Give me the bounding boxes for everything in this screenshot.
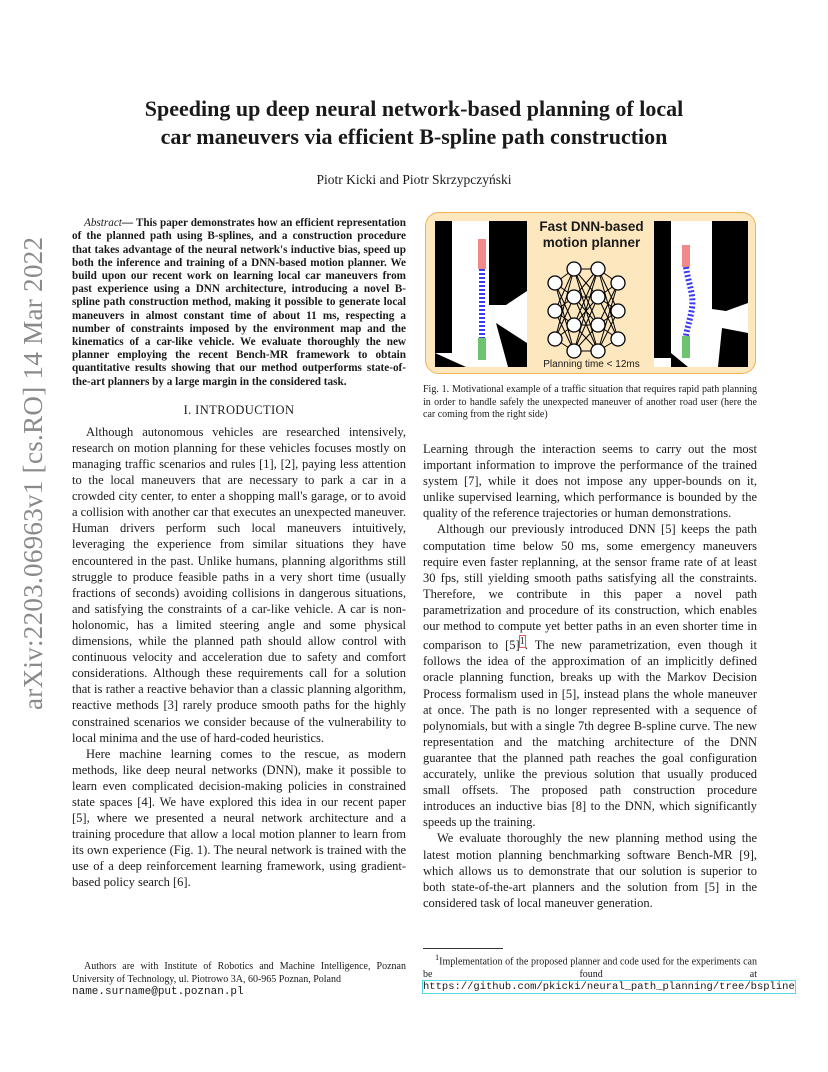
right-paragraph-1: Learning through the interaction seems to carry out the most important information to improve the performance of the trained system [7], while it does not impose any upper-bounds on it, unlike supervised learning, which performance is bounded by the quality of the reference trajectories or human demonstrations.	[423, 442, 757, 521]
figure-title-line-1: Fast DNN-based	[539, 219, 644, 234]
right-paragraph-2-c: . The new parametrization, even though it follows the idea of the approximation of an implicitly defined oracle planning function, breaks up with the Markov Decision Process formalism used in [5], instead plans the whole maneuver at once. The path is no longer represented with a sequence of polynomials, but with a single 7th degree B-spline curve. The new representation and the matching architecture of the DNN guarantee that the planned path reaches the goal configuration accurately, unlike the previous solution that usually produced small offsets. The proposed path construction procedure introduces an inductive bias [8] to the DNN, which significantly speeds up the training.	[423, 638, 757, 830]
abstract-label: Abstract	[84, 217, 122, 230]
footnote-mark: 1	[435, 953, 440, 962]
title-line-1: Speeding up deep neural network-based planning of local	[144, 96, 684, 121]
right-column	[423, 441, 757, 911]
network-node	[548, 276, 562, 290]
network-node	[611, 332, 625, 346]
paper-title	[80, 95, 748, 151]
figure-1	[425, 212, 756, 374]
network-node	[591, 290, 605, 304]
network-node	[567, 344, 581, 358]
author-affiliation-footnote	[72, 961, 406, 999]
right-paragraph-2	[423, 521, 757, 830]
abstract-text: — This paper demonstrates how an efficient representation of the planned path using B-splines, and a construction procedure that takes advantage of the neural network's inductive bias, speed up both the inference and training of a DNN-based motion planner. We build upon our recent work on learning local car maneuvers from past experience using a DNN architecture, introducing a novel B-spline path construction method, making it possible to generate local maneuvers in almost constant time of about 11 ms, respecting a number of constraints imposed by the environment map and the kinematics of a car-like vehicle. We evaluate thoroughly the new planner employing the recent Bench-MR framework to obtain quantitative results showing that our method outperforms state-of-the-art planners by a large margin in the considered task.	[72, 217, 406, 388]
figure-title	[526, 219, 657, 251]
implementation-footnote	[423, 952, 795, 994]
network-node	[611, 304, 625, 318]
footnote-rule	[423, 948, 503, 949]
abstract	[72, 217, 406, 389]
network-node	[548, 332, 562, 346]
intro-paragraph-2: Here machine learning comes to the rescue, as modern methods, like deep neural networks (DNN), make it possible to learn even complicated decision-making policies in constrained state spaces [4]. We have explored this idea in our recent paper [5], where we presented a neural network architecture and a training procedure that allow a local motion planner to learn from its own experience (Fig. 1). The neural network is trained with the use of a deep reinforcement learning framework, using gradient-based policy search [6].	[72, 746, 406, 890]
section-heading-introduction: I. INTRODUCTION	[183, 402, 295, 417]
code-repository-link[interactable]: https://github.com/pkicki/neural_path_planning/tree/bspline	[423, 981, 795, 994]
left-map-panel	[435, 221, 527, 367]
figure-title-line-2: motion planner	[542, 235, 641, 250]
right-paragraph-3: We evaluate thoroughly the new planning method using the latest motion planning benchmarking software Bench-MR [9], which allows us to demonstrate that our solution is superior to both state-of-the-art planners and the solution from [5] in the considered task of local maneuver generation.	[423, 831, 757, 910]
footnote-text: Implementation of the proposed planner and code used for the experiments can be found at	[423, 956, 757, 980]
right-map-panel	[654, 221, 748, 367]
intro-paragraph-1: Although autonomous vehicles are researched intensively, research on motion planning for these vehicles focuses mostly on managing traffic scenarios and rules [1], [2], paying less attention to the local maneuvers that are necessary to park a car in a crowded city center, to enter a shopping mall's garage, or to avoid a collision with another car that executes an unexpected maneuver. Human drivers perform such local maneuvers intuitively, leveraging the experience from similar situations they have encountered in the past. Unlike humans, planning algorithms still struggle to produce feasible paths in a very short time (usually fractions of seconds) avoiding collisions in dangerous situations, and satisfying the constraints of a car-like vehicle. A car is non-holonomic, has a limited steering angle and some physical dimensions, while the planned path should allow control with continuous velocity and acceleration due to safety and comfort considerations. Although these requirements call for a solution that is rather a reactive behavior than a classic planning algorithm, reactive methods [3] rarely produce smooth paths for the highly constrained scenarios we consider because of the vulnerability to local minima and the use of hard-coded heuristics.	[72, 424, 406, 745]
arxiv-identifier: arXiv:2203.06963v1 [cs.RO] 14 Mar 2022	[18, 236, 48, 710]
network-node	[611, 276, 625, 290]
title-line-2: car maneuvers via efficient B-spline path construction	[160, 124, 668, 149]
right-paragraph-2-a: Although our previously introduced DNN [5] keeps the path computation time below 50	[423, 522, 757, 553]
network-node	[591, 344, 605, 358]
right-paragraph-2-b: , some emergency maneuvers require even faster replanning, at the sensor frame rate of at least 30 fps, still yielding smooth paths satisfying all the constraints. Therefore, we contribute in this paper a novel path parametrization and procedure of its construction, which enables our method to compute yet better paths in an even shorter time in comparison to [5]	[423, 538, 757, 653]
network-node	[567, 262, 581, 276]
author-email: name.surname@put.poznan.pl	[72, 986, 244, 998]
network-node	[591, 262, 605, 276]
network-node	[548, 304, 562, 318]
neural-network-diagram	[548, 262, 625, 358]
left-column	[72, 206, 406, 891]
network-node	[567, 290, 581, 304]
footnote-ref-1[interactable]: 1	[519, 636, 525, 648]
authors: Piotr Kicki and Piotr Skrzypczyński	[316, 172, 512, 187]
affiliation-text: Authors are with Institute of Robotics and Machine Intelligence, Poznan University of Technology, ul. Piotrowo 3A, 60-965 Poznan, Poland	[72, 961, 406, 985]
network-node	[567, 318, 581, 332]
figure-subtitle: Planning time < 12ms	[543, 359, 640, 370]
network-node	[591, 318, 605, 332]
figure-caption: Fig. 1. Motivational example of a traffic situation that requires rapid path planning in order to handle safely the unexpected maneuver of another road user (here the car coming from the right side)	[423, 384, 757, 420]
time-unit: ms	[581, 538, 596, 553]
